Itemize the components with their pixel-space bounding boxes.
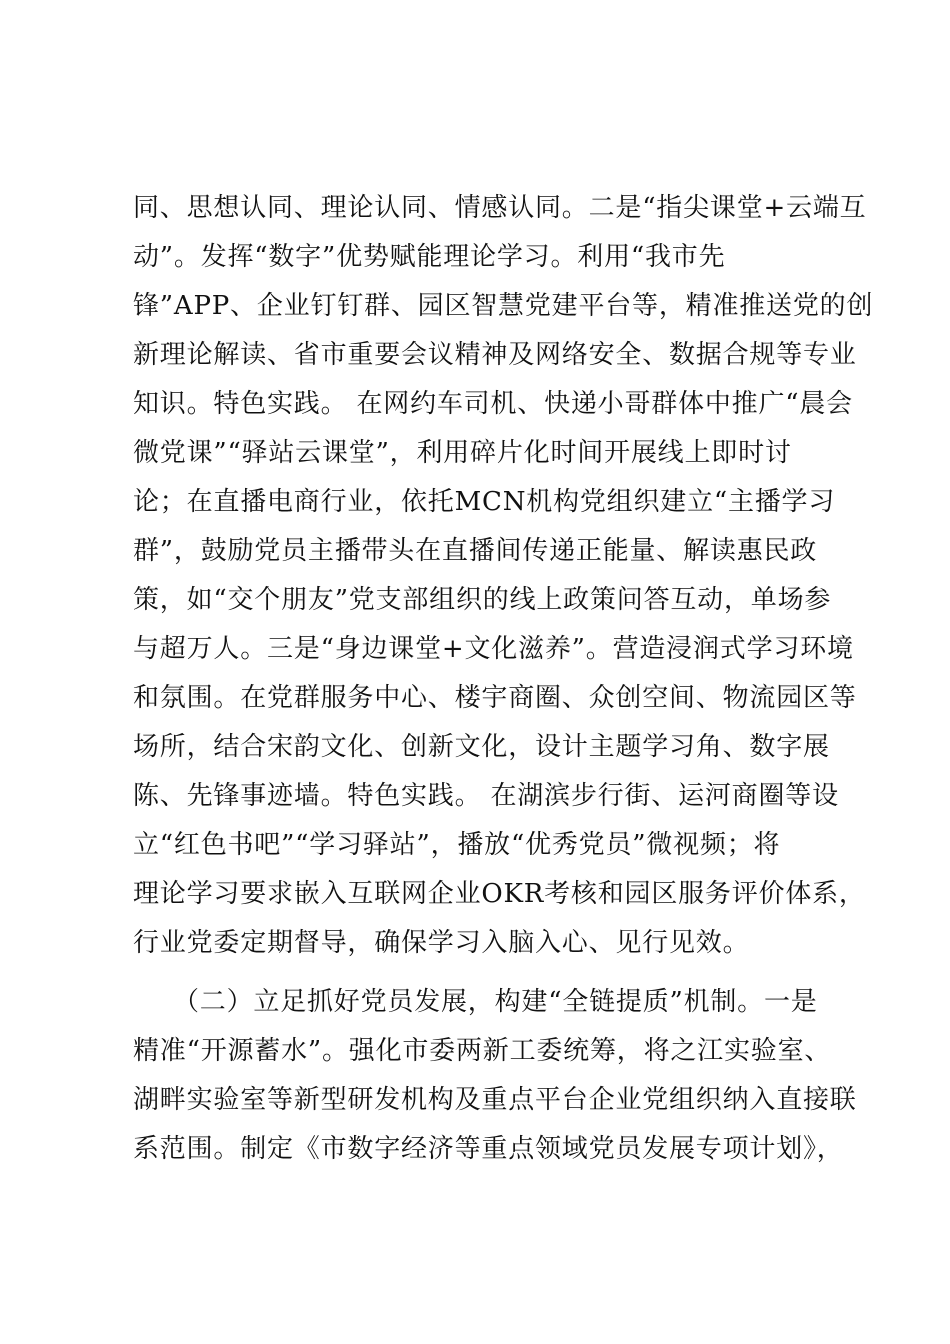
text-line: 和氛围。在党群服务中心、楼宇商圈、众创空间、物流园区等 [133, 683, 857, 713]
text-line: 立“红色书吧”“学习驿站”，播放“优秀党员”微视频；将 [133, 830, 781, 860]
text-line: 系范围。制定《市数字经济等重点领域党员发展专项计划》， [133, 1134, 844, 1164]
text-line: 动”。发挥“数字”优势赋能理论学习。利用“我市先 [133, 242, 726, 272]
text-line: 论；在直播电商行业，依托MCN机构党组织建立“主播学习 [133, 487, 836, 517]
text-line: 知识。特色实践。 在网约车司机、快递小哥群体中推广“晨会 [133, 389, 853, 419]
text-line: 同、思想认同、理论认同、情感认同。二是“指尖课堂+云端互 [133, 193, 867, 223]
text-line: 新理论解读、省市重要会议精神及网络安全、数据合规等专业 [133, 340, 857, 370]
text-line: 群”，鼓励党员主播带头在直播间传递正能量、解读惠民政 [133, 536, 818, 566]
text-line: 行业党委定期督导，确保学习入脑入心、见行见效。 [133, 928, 750, 958]
paragraph-learning-practice [133, 184, 874, 968]
text-line: 场所，结合宋韵文化、创新文化，设计主题学习角、数字展 [133, 732, 830, 762]
text-line: 湖畔实验室等新型研发机构及重点平台企业党组织纳入直接联 [133, 1085, 857, 1115]
text-line: 与超万人。三是“身边课堂+文化滋养”。营造浸润式学习环境 [133, 634, 854, 664]
paragraph-party-member-development [133, 978, 857, 1174]
text-line: 精准“开源蓄水”。强化市委两新工委统筹，将之江实验室、 [133, 1036, 832, 1066]
section-heading-line: （二）立足抓好党员发展，构建“全链提质”机制。一是 [173, 987, 818, 1017]
text-line: 微党课”“驿站云课堂”，利用碎片化时间开展线上即时讨 [133, 438, 792, 468]
text-line: 策，如“交个朋友”党支部组织的线上政策问答互动，单场参 [133, 585, 832, 615]
text-line: 理论学习要求嵌入互联网企业OKR考核和园区服务评价体系， [133, 879, 866, 909]
text-line: 锋”APP、企业钉钉群、园区智慧党建平台等，精准推送党的创 [133, 291, 874, 321]
text-line: 陈、先锋事迹墙。特色实践。 在湖滨步行街、运河商圈等设 [133, 781, 839, 811]
